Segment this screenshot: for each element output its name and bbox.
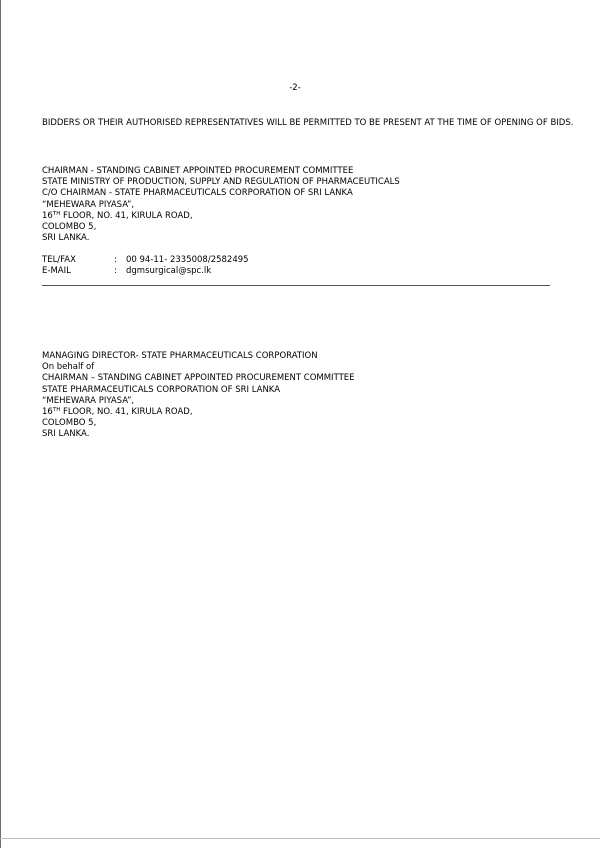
address-line: CHAIRMAN - STANDING CABINET APPOINTED PROCUREMENT COMMITTEE <box>42 166 354 176</box>
procurement-committee-address <box>42 166 400 244</box>
separator-line <box>42 285 550 286</box>
floor-suffix: TH <box>52 210 61 217</box>
email-row <box>42 266 249 277</box>
floor-number: 16 <box>42 407 53 418</box>
telfax-colon: : <box>114 255 117 265</box>
floor-street: FLOOR, NO. 41, KIRULA ROAD, <box>60 407 193 418</box>
email-colon: : <box>114 266 117 277</box>
page-bottom-border <box>0 838 600 839</box>
floor-street: FLOOR, NO. 41, KIRULA ROAD, <box>60 210 193 221</box>
address-line: “MEHEWARA PIYASA”, <box>42 199 135 210</box>
address-line: STATE PHARMACEUTICALS CORPORATION OF SRI LANKA <box>42 384 281 395</box>
address-line: CHAIRMAN – STANDING CABINET APPOINTED PROCUREMENT COMMITTEE <box>42 373 355 384</box>
address-line: SRI LANKA. <box>42 233 90 244</box>
address-line: COLOMBO 5, <box>42 222 97 233</box>
floor-suffix: TH <box>52 407 61 414</box>
contact-details <box>42 255 249 277</box>
address-floor-line <box>42 211 400 222</box>
address-line: STATE MINISTRY OF PRODUCTION, SUPPLY AND REGULATION OF PHARMACEUTICALS <box>42 177 400 188</box>
managing-director-address <box>42 351 355 441</box>
floor-number: 16 <box>42 210 53 221</box>
address-line: On behalf of <box>42 362 95 373</box>
address-line: C/O CHAIRMAN - STATE PHARMACEUTICALS CORPORATION OF SRI LANKA <box>42 188 353 199</box>
email-label: E-MAIL <box>42 266 71 277</box>
page-number: -2- <box>289 83 301 93</box>
email-value[interactable]: dgmsurgical@spc.lk <box>126 266 212 277</box>
telfax-value: 00 94-11- 2335008/2582495 <box>126 255 249 265</box>
address-line: SRI LANKA. <box>42 429 90 440</box>
bid-opening-notice: BIDDERS OR THEIR AUTHORISED REPRESENTATIVES WILL BE PERMITTED TO BE PRESENT AT THE TIME OF OPENING OF BIDS. <box>42 118 574 128</box>
telfax-label: TEL/FAX <box>42 255 76 265</box>
address-line: MANAGING DIRECTOR- STATE PHARMACEUTICALS CORPORATION <box>42 351 318 361</box>
address-line: COLOMBO 5, <box>42 418 97 429</box>
address-line: “MEHEWARA PIYASA”, <box>42 395 135 406</box>
telfax-row <box>42 255 249 266</box>
address-floor-line <box>42 407 355 418</box>
page-left-border <box>0 0 1 848</box>
